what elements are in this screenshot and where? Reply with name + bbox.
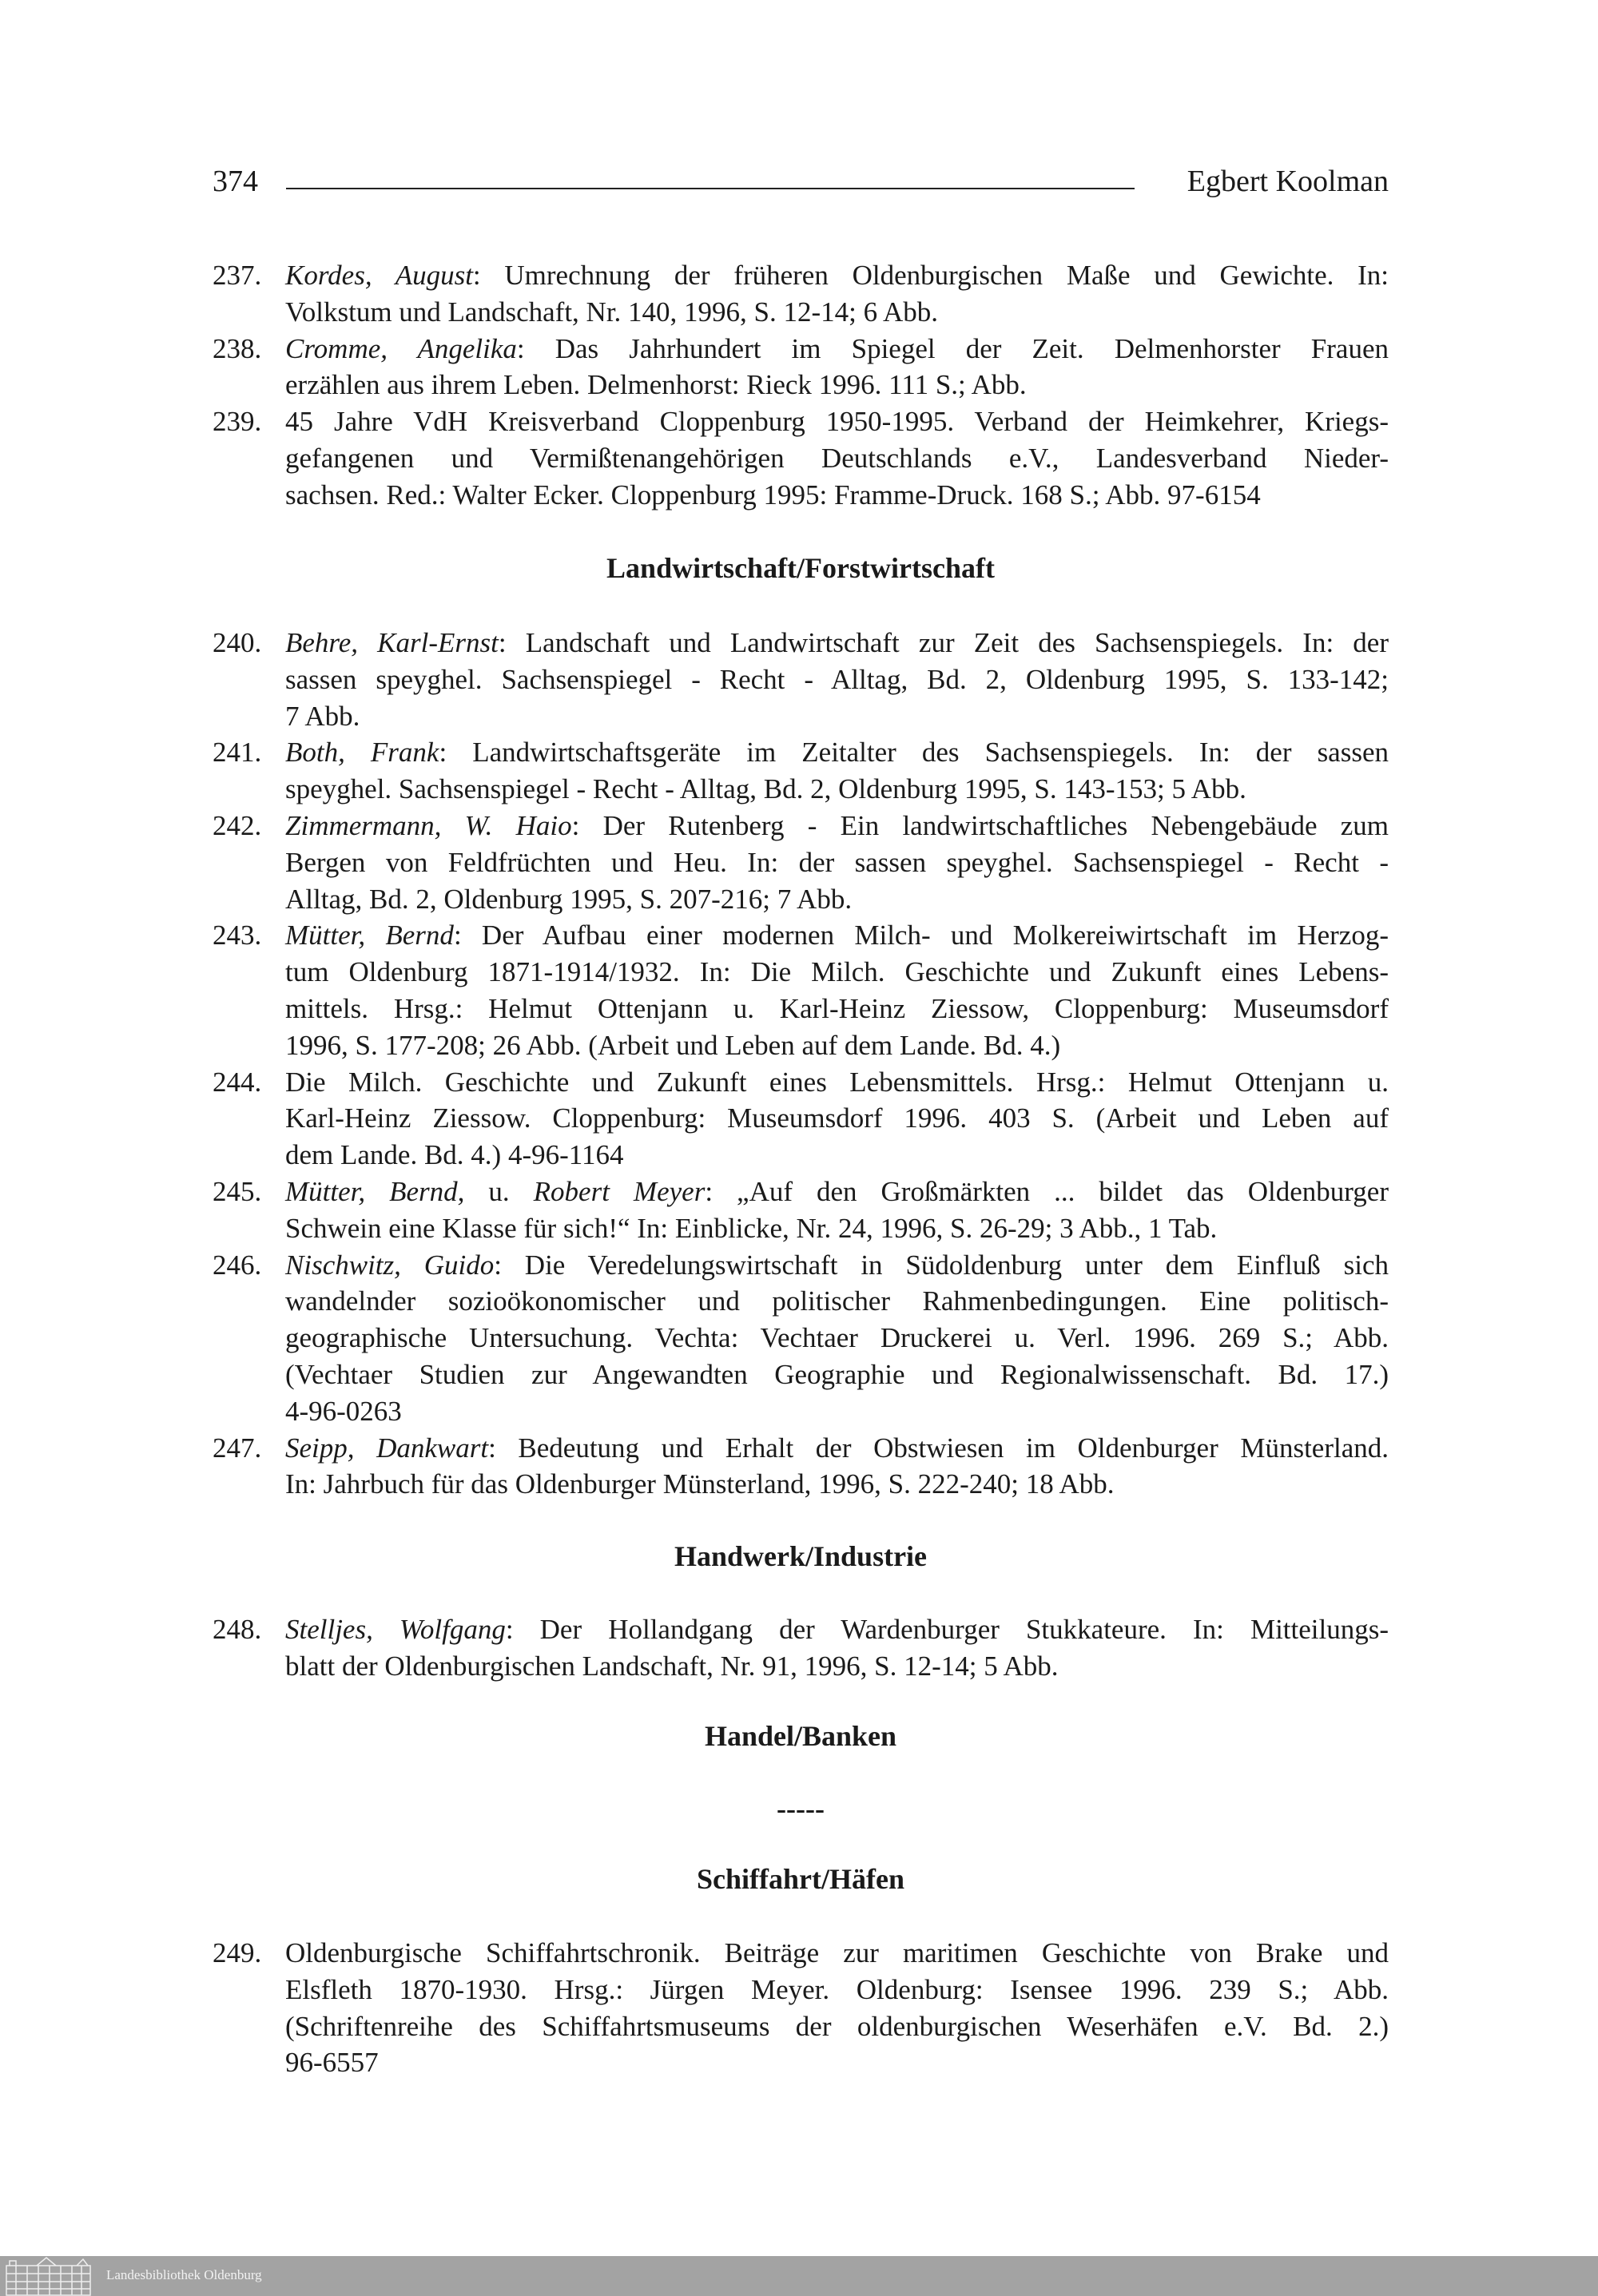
entry-text: : Der Rutenberg - Ein landwirtschaftliches Nebengebäude zum bbox=[571, 809, 1389, 841]
entry-line bbox=[285, 1393, 1389, 1430]
entry-author: Cromme, Angelika bbox=[285, 332, 517, 364]
entry-text: blatt der Oldenburgischen Landschaft, Nr. 91, 1996, S. 12-14; 5 Abb. bbox=[285, 1650, 1059, 1682]
entry-list bbox=[213, 625, 1389, 1503]
entry-number: 245. bbox=[213, 1175, 262, 1207]
entry-author: Mütter, Bernd, bbox=[285, 1175, 465, 1207]
entry-line bbox=[285, 1466, 1389, 1503]
entry-line bbox=[285, 257, 1389, 294]
entry-line bbox=[285, 477, 1389, 514]
entry-line bbox=[285, 2008, 1389, 2045]
entry-number: 237. bbox=[213, 260, 262, 291]
library-footer-bar bbox=[0, 2256, 1598, 2296]
entry-author: Zimmermann, W. Haio bbox=[285, 809, 572, 841]
entry-line bbox=[285, 661, 1389, 698]
header-rule bbox=[286, 188, 1135, 189]
entry-line bbox=[285, 1100, 1389, 1137]
entry-text: : Landschaft und Landwirtschaft zur Zeit des Sachsenspiegels. In: der bbox=[498, 627, 1389, 658]
bibliography-entry bbox=[213, 1611, 1389, 1685]
entry-number: 240. bbox=[213, 627, 262, 658]
entry-text: In: Jahrbuch für das Oldenburger Münsterland, 1996, S. 222-240; 18 Abb. bbox=[285, 1468, 1115, 1500]
entry-list bbox=[213, 257, 1389, 514]
bibliography-entry bbox=[213, 331, 1389, 404]
entry-list bbox=[213, 1611, 1389, 1685]
entry-line bbox=[285, 1247, 1389, 1284]
library-name: Landesbibliothek Oldenburg bbox=[106, 2267, 262, 2282]
entry-text: Elsfleth 1870-1930. Hrsg.: Jürgen Meyer. Oldenburg: Isensee 1996. 239 S.; Abb. bbox=[285, 1973, 1389, 2005]
entry-number: 248. bbox=[213, 1614, 262, 1645]
entry-author: Stelljes, Wolfgang bbox=[285, 1614, 506, 1645]
entry-line bbox=[285, 1320, 1389, 1357]
entry-text: sachsen. Red.: Walter Ecker. Cloppenburg 1995: Framme-Druck. 168 S.; Abb. 97-6154 bbox=[285, 479, 1261, 510]
entry-line bbox=[285, 625, 1389, 661]
entry-text: : Bedeutung und Erhalt der Obstwiesen im Oldenburger Münsterland. bbox=[488, 1432, 1389, 1464]
bibliography-entry bbox=[213, 917, 1389, 1063]
entry-line bbox=[285, 367, 1389, 403]
entry-text: (Vechtaer Studien zur Angewandten Geographie und Regionalwissenschaft. Bd. 17.) bbox=[285, 1358, 1389, 1390]
entry-text: speyghel. Sachsenspiegel - Recht - Alltag, Bd. 2, Oldenburg 1995, S. 143-153; 5 Abb. bbox=[285, 773, 1246, 805]
entry-line bbox=[285, 954, 1389, 991]
entry-author: Kordes, August bbox=[285, 260, 473, 291]
entry-text: (Schriftenreihe des Schiffahrtsmuseums der oldenburgischen Weserhäfen e.V. Bd. 2.) bbox=[285, 2010, 1389, 2042]
entry-text: : „Auf den Großmärkten ... bildet das Oldenburger bbox=[705, 1175, 1389, 1207]
entry-number: 238. bbox=[213, 332, 262, 364]
bibliography-entry bbox=[213, 808, 1389, 917]
bibliography-entry bbox=[213, 1064, 1389, 1174]
bibliography-entry bbox=[213, 625, 1389, 734]
entry-line bbox=[285, 440, 1389, 477]
header-author: Egbert Koolman bbox=[1187, 165, 1389, 198]
entry-number: 249. bbox=[213, 1937, 262, 1968]
entry-line bbox=[285, 1283, 1389, 1320]
entry-text: : Der Aufbau einer modernen Milch- und Molkereiwirtschaft im Herzog- bbox=[453, 920, 1389, 951]
section-heading: Landwirtschaft/Forstwirtschaft bbox=[606, 552, 995, 584]
entry-line bbox=[285, 1648, 1389, 1685]
entry-line bbox=[285, 294, 1389, 331]
entry-text: mittels. Hrsg.: Helmut Ottenjann u. Karl-Heinz Ziessow, Cloppenburg: Museumsdorf bbox=[285, 992, 1389, 1024]
entry-line bbox=[285, 1210, 1389, 1247]
entry-number: 246. bbox=[213, 1249, 262, 1281]
entry-text: 1996, S. 177-208; 26 Abb. (Arbeit und Leben auf dem Lande. Bd. 4.) bbox=[285, 1029, 1061, 1061]
entry-number: 243. bbox=[213, 920, 262, 951]
entry-text: sassen speyghel. Sachsenspiegel - Recht - Alltag, Bd. 2, Oldenburg 1995, S. 133-142; bbox=[285, 663, 1389, 695]
entry-text: tum Oldenburg 1871-1914/1932. In: Die Milch. Geschichte und Zukunft eines Lebens- bbox=[285, 956, 1389, 988]
bibliography-entry bbox=[213, 734, 1389, 808]
entry-text: Bergen von Feldfrüchten und Heu. In: der sassen speyghel. Sachsenspiegel - Recht - bbox=[285, 846, 1389, 878]
entry-number: 242. bbox=[213, 809, 262, 841]
section-heading: Handwerk/Industrie bbox=[674, 1540, 928, 1572]
entry-text: u. bbox=[464, 1175, 534, 1207]
bibliography-entry bbox=[213, 1430, 1389, 1504]
entry-line bbox=[285, 991, 1389, 1027]
section-heading: Handel/Banken bbox=[704, 1720, 897, 1752]
entry-line bbox=[285, 1064, 1389, 1101]
entry-text: Volkstum und Landschaft, Nr. 140, 1996, S. 12-14; 6 Abb. bbox=[285, 296, 938, 328]
entry-author: Behre, Karl-Ernst bbox=[285, 627, 499, 658]
entry-text: 7 Abb. bbox=[285, 700, 360, 732]
entry-number: 241. bbox=[213, 737, 262, 769]
entry-author: Both, Frank bbox=[285, 737, 439, 769]
entry-number: 247. bbox=[213, 1432, 262, 1464]
entry-line bbox=[285, 1972, 1389, 2008]
entry-line bbox=[285, 331, 1389, 367]
entry-text: : Umrechnung der früheren Oldenburgischen Maße und Gewichte. In: bbox=[472, 260, 1389, 291]
entry-number: 239. bbox=[213, 406, 262, 438]
entry-text: Schwein eine Klasse für sich!“ In: Einblicke, Nr. 24, 1996, S. 26-29; 3 Abb., 1 Tab. bbox=[285, 1212, 1218, 1244]
entry-text: : Landwirtschaftsgeräte im Zeitalter des Sachsenspiegels. In: der sassen bbox=[439, 737, 1389, 769]
running-header bbox=[213, 164, 1389, 204]
library-building-logo-icon bbox=[5, 2256, 94, 2296]
bibliography-entry bbox=[213, 1174, 1389, 1247]
entry-text: 96-6557 bbox=[285, 2047, 379, 2079]
entry-line bbox=[285, 771, 1389, 808]
entry-text: Alltag, Bd. 2, Oldenburg 1995, S. 207-216; 7 Abb. bbox=[285, 883, 853, 915]
entry-text: geographische Untersuchung. Vechta: Vechtaer Druckerei u. Verl. 1996. 269 S.; Abb. bbox=[285, 1322, 1389, 1354]
section-heading: ----- bbox=[777, 1793, 825, 1825]
entry-number: 244. bbox=[213, 1066, 262, 1098]
entry-line bbox=[285, 917, 1389, 954]
entry-line bbox=[285, 1137, 1389, 1174]
entry-text: dem Lande. Bd. 4.) 4-96-1164 bbox=[285, 1139, 624, 1171]
entry-author: Seipp, Dankwart bbox=[285, 1432, 489, 1464]
entry-line bbox=[285, 1430, 1389, 1467]
section-heading: Schiffahrt/Häfen bbox=[697, 1863, 904, 1895]
entry-author: Robert Meyer bbox=[533, 1175, 706, 1207]
entry-text: : Das Jahrhundert im Spiegel der Zeit. Delmenhorster Frauen bbox=[516, 332, 1389, 364]
entry-text: erzählen aus ihrem Leben. Delmenhorst: Rieck 1996. 111 S.; Abb. bbox=[285, 369, 1027, 401]
entry-text: 45 Jahre VdH Kreisverband Cloppenburg 1950-1995. Verband der Heimkehrer, Kriegs- bbox=[285, 406, 1389, 438]
entry-line bbox=[285, 808, 1389, 844]
bibliography-entry bbox=[213, 403, 1389, 513]
entry-list bbox=[213, 1935, 1389, 2081]
entry-line bbox=[285, 403, 1389, 440]
entry-text: : Die Veredelungswirtschaft in Südoldenburg unter dem Einfluß sich bbox=[494, 1249, 1389, 1281]
page-number: 374 bbox=[213, 165, 258, 198]
entry-line bbox=[285, 698, 1389, 735]
bibliography-entry bbox=[213, 1935, 1389, 2081]
entry-text: Die Milch. Geschichte und Zukunft eines Lebensmittels. Hrsg.: Helmut Ottenjann u. bbox=[285, 1066, 1389, 1098]
entry-line bbox=[285, 1611, 1389, 1648]
bibliography-entry bbox=[213, 257, 1389, 331]
entry-line bbox=[285, 2044, 1389, 2081]
entry-author: Nischwitz, Guido bbox=[285, 1249, 495, 1281]
entry-text: gefangenen und Vermißtenangehörigen Deutschlands e.V., Landesverband Nieder- bbox=[285, 442, 1389, 474]
entry-text: Oldenburgische Schiffahrtschronik. Beiträge zur maritimen Geschichte von Brake und bbox=[285, 1937, 1389, 1968]
entry-text: wandelnder sozioökonomischer und politischer Rahmenbedingungen. Eine politisch- bbox=[285, 1285, 1389, 1317]
entry-line bbox=[285, 734, 1389, 771]
entry-author: Mütter, Bernd bbox=[285, 920, 454, 951]
entry-text: 4-96-0263 bbox=[285, 1395, 402, 1427]
entry-line bbox=[285, 1357, 1389, 1393]
entry-line bbox=[285, 1027, 1389, 1064]
entry-line bbox=[285, 1174, 1389, 1210]
entry-line bbox=[285, 881, 1389, 918]
bibliography-entry bbox=[213, 1247, 1389, 1430]
entry-text: Karl-Heinz Ziessow. Cloppenburg: Museumsdorf 1996. 403 S. (Arbeit und Leben auf bbox=[285, 1102, 1389, 1134]
entry-line bbox=[285, 1935, 1389, 1972]
entry-line bbox=[285, 844, 1389, 881]
entry-text: : Der Hollandgang der Wardenburger Stukkateure. In: Mitteilungs- bbox=[505, 1614, 1389, 1645]
